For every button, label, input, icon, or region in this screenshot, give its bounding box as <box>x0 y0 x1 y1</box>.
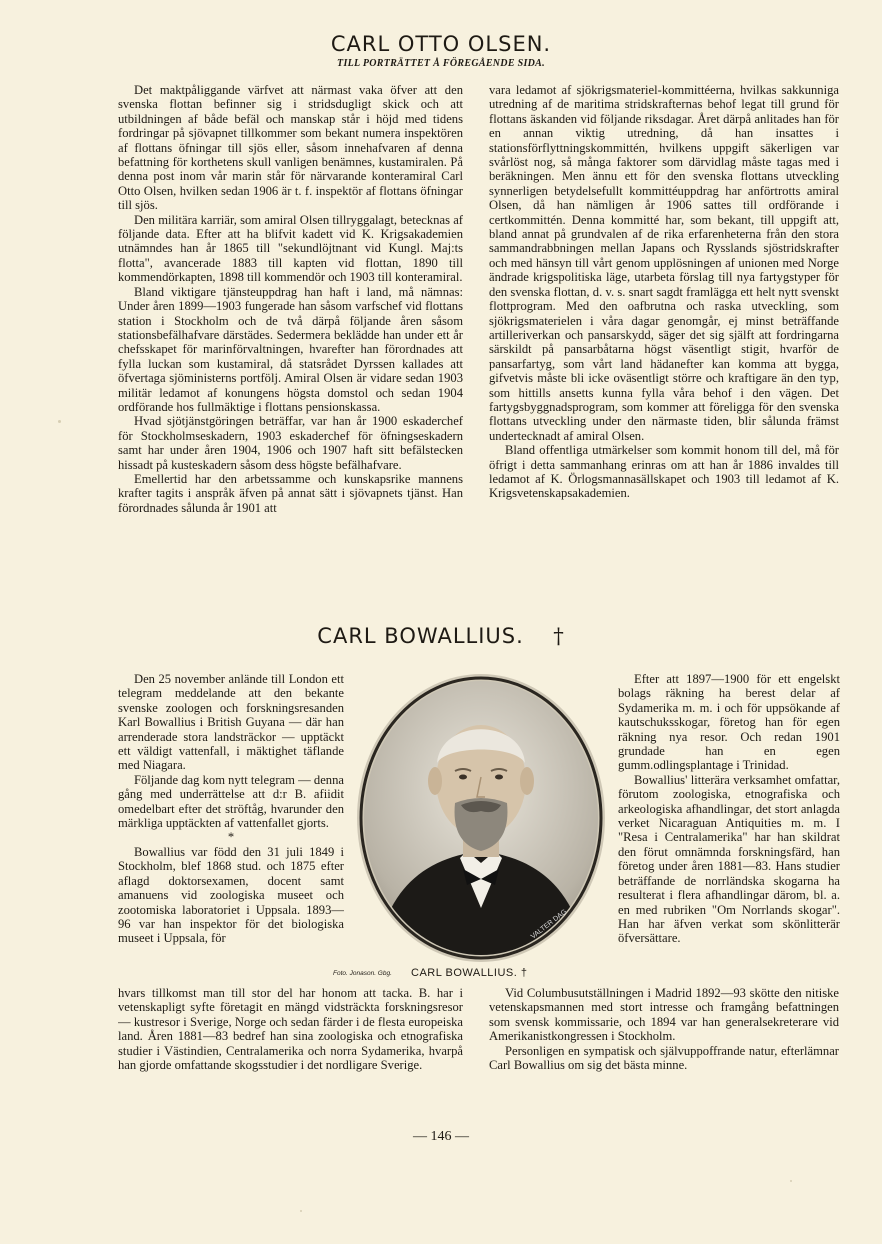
bowallius-paragraph: Den 25 november anlände till London ett telegram meddelande att den bekante svenske zoologen och forskningsresanden Karl Bowallius i British Guyana — där han arrenderade stora landsträckor — upptäckt ett väldigt vattenfall, i mäktighet täflande med Niagara. <box>118 672 344 773</box>
page-number: — 146 — <box>413 1129 469 1144</box>
bowallius-paragraph: Personligen en sympatisk och självuppoffrande natur, efterlämnar Carl Bowallius om sig det bästa minne. <box>489 1043 839 1073</box>
olsen-paragraph: Hvad sjötjänstgöringen beträffar, var han år 1900 eskaderchef för Stockholmseskadern, 1903 eskaderchef för öfningseskadern samt har under åren 1904, 1906 och 1907 haft sitt befälstecken hissadt på kusteskadern såsom dess högste befälhafvare. <box>118 414 463 472</box>
bowallius-paragraph: Efter att 1897—1900 för ett engelskt bolags räkning ha berest delar af Sydamerika m. m. i och för uppsökande af kautschuksskogar, företog han för egen räkning nya resor. Och redan 1901 grundade han en egen gumm.odlingsplantage i Trinidad. <box>618 672 840 773</box>
olsen-paragraph: Bland offentliga utmärkelser som kommit honom till del, må för öfrigt i detta sammanhang erinras om att han år 1886 invaldes till ledamot af K. Örlogsmannasällskapet och 1903 till ledamot af K. Krigsvetenskapsakademien. <box>489 443 839 501</box>
title-text: CARL BOWALLIUS. <box>317 624 524 648</box>
bowallius-paragraph: Bowallius var född den 31 juli 1849 i Stockholm, blef 1868 stud. och 1875 efter aflagd doktorsexamen, docent samt amanuens vid zoologiska museet och zootomiska laboratoriet i Uppsala. 1893—96 var han inspektor för det biologiska museet i Uppsala, för <box>118 844 344 946</box>
article-subtitle-olsen: TILL PORTRÄTTET Å FÖREGÅENDE SIDA. <box>337 58 545 69</box>
bowallius-bottom-right <box>489 986 839 1116</box>
olsen-paragraph: vara ledamot af sjökrigsmateriel-kommittéerna, hvilkas sakkunniga utredning af de maritima stridskrafternas behof legat till grund för flottans äskanden vid följande riksdagar. Året därpå anlitades han för en annan viktig utredning, då han insattes i stationsförflyttningskommittén, hvilkens uppgift säkerligen var svårlöst nog, så många faktorer som därvidlag måste tagas med i beräkningen. Men ännu ett för den svenska flottans utveckling synnerligen betydelsefullt kommittéuppdrag har anförtrotts amiral Olsen, då han nämligen år 1906 sattes till ordförande i certkommittén. Denna kommitté har, som bekant, till uppgift att, bland annat på grundvalen af de rika erfarenheterna från den stora sammandrabbningen mellan Japans och Rysslands sjöstridskrafter och med hänsyn till vårt genom upplösningen af unionen med Norge ändrade krigspolitiska läge, utarbeta förslag till nya fartygstyper för den svenska flottan, d. v. s. snart sagdt framlägga ett helt nytt svenskt flottprogram. Med den oafbrutna och raska utveckling, som sjökrigsmaterielen i våra dagar genomgår, ej minst beträffande artilleriverkan och pansarskydd, säger det sig själft att fordringarna särskildt på pansarbåtarna högst väsentligt stigit, hvarför de pansarfartyg, som vårt land hädanefter kan komma att bygga, gifvetvis måste bli icke oväsentligt större och kraftigare än den typ, som hittills ansetts kunna fylla våra behof i den vägen. Det fartygsbyggnadsprogram, som kommer att föreligga för den svenska flottans utveckling under den närmaste tiden, blir sålunda främst undertecknadt af amiral Olsen. <box>489 83 839 443</box>
bowallius-column-left <box>118 672 344 982</box>
portrait-caption-row <box>333 966 623 984</box>
paper-speck <box>58 420 61 423</box>
olsen-paragraph: Det maktpåliggande värfvet att närmast vaka öfver att den svenska flottan befinner sig i stridsdugligt skick och att utbildningen af både befäl och manskap står i höjd med tidens fordringar på sjövapnet tillkommer som bekant numera inspektören af flottans öfningar till sjös eller, såsom innehafvaren af denna befattning för korthetens skull vanligen benämnes, kustamiralen. På denna post inom vår marin står för närvarande konteramiral Carl Otto Olsen, hvilken sedan 1906 är t. f. inspektör af flottans öfningar till sjös. <box>118 83 463 213</box>
bowallius-paragraph: Följande dag kom nytt telegram — denna gång med underrättelse att d:r B. afiidit omedelbart efter det ströftåg, hvarunder den märkliga upptäckten af vattenfallet gjorts. <box>118 772 344 831</box>
olsen-paragraph: Den militära karriär, som amiral Olsen tillryggalagt, betecknas af följande data. Efter att ha blifvit kadett vid K. Krigsakademien utnämndes han år 1865 till "sekundlöjtnant vid Kungl. Maj:ts flotta", avancerade 1883 till kapten vid flottan, 1890 till kommendörkapten, 1898 till kommendör och 1903 till konteramiral. <box>118 212 463 285</box>
bowallius-portrait <box>355 673 607 963</box>
olsen-paragraph: Emellertid har den arbetssamme och kunskapsrike mannens krafter tagits i anspråk äfven på annat sätt i sjövapnets tjänst. Han förordnades sålunda år 1901 att <box>118 471 463 515</box>
olsen-paragraph: Bland viktigare tjänsteuppdrag han haft i land, må nämnas: Under åren 1899—1903 fungerade han såsom varfschef vid flottans station i Stockholm och de två därpå följande åren såsom stationsbefälhafvare därstädes. Sedermera beklädde han under ett år chefsskapet för marinförvaltningen, hvarefter han förordnades att fylla luckan som kustamiral, då statsrådet Dyrssen kallades att öfvertaga sjöministerns portfölj. Amiral Olsen är vidare sedan 1903 militär ledamot af konungens högsta domstol och sedan 1904 ordförande hos fullmäktige i flottans pensionskassa. <box>118 284 463 414</box>
paper-speck <box>300 1210 302 1212</box>
bowallius-paragraph: hvars tillkomst man till stor del har honom att tacka. B. har i vetenskapligt syfte företagit en mängd vidsträckta forskningsresor — kustresor i Sverige, Norge och sedan färder i de flesta europeiska land. Åren 1881—83 bedref han sina zoologiska och etnografiska studier i Västindien, Centralamerika och norra Sydamerika, hvarpå han gjorde omfattande skogsstudier i det nordligare Sverige. <box>118 986 463 1073</box>
bowallius-paragraph: Vid Columbusutställningen i Madrid 1892—93 skötte den nitiske vetenskapsmannen med stort intresse och framgång befattningen som svensk kommissarie, och 1894 var han generalsekreterare vid Amerikanistkongressen i Stockholm. <box>489 986 839 1044</box>
article-title-bowallius <box>0 624 882 648</box>
bowallius-column-right <box>618 672 840 982</box>
photo-credit: Foto. Jonason. Gbg. <box>333 970 392 977</box>
obituary-cross-icon: † <box>553 624 565 648</box>
bowallius-bottom-left <box>118 986 463 1116</box>
bowallius-paragraph: Bowallius' litterära verksamhet omfattar, förutom zoologiska, etnografiska och arkeologiska afhandlingar, det stort anlagda verket Nicaraguan Antiquities m. m. I "Resa i Centralamerika" har han skildrat den förut omnämnda forskningsfärd, han företog under åren 1881—83. Hans studier beträffande de norrländska skogarna ha resulterat i flera afhandlingar därom, bl. a. en med rubriken "Om Norrlands skogar". Han har äfven verkat som skönlitterär öfversättare. <box>618 772 840 946</box>
olsen-column-right <box>489 83 839 603</box>
studio-mark: VALTER DAG <box>529 908 569 941</box>
paper-speck <box>790 1180 792 1182</box>
olsen-column-left <box>118 83 463 603</box>
section-asterisk: * <box>227 830 235 845</box>
portrait-caption: CARL BOWALLIUS. † <box>411 967 528 979</box>
article-title-olsen: CARL OTTO OLSEN. <box>330 32 552 56</box>
